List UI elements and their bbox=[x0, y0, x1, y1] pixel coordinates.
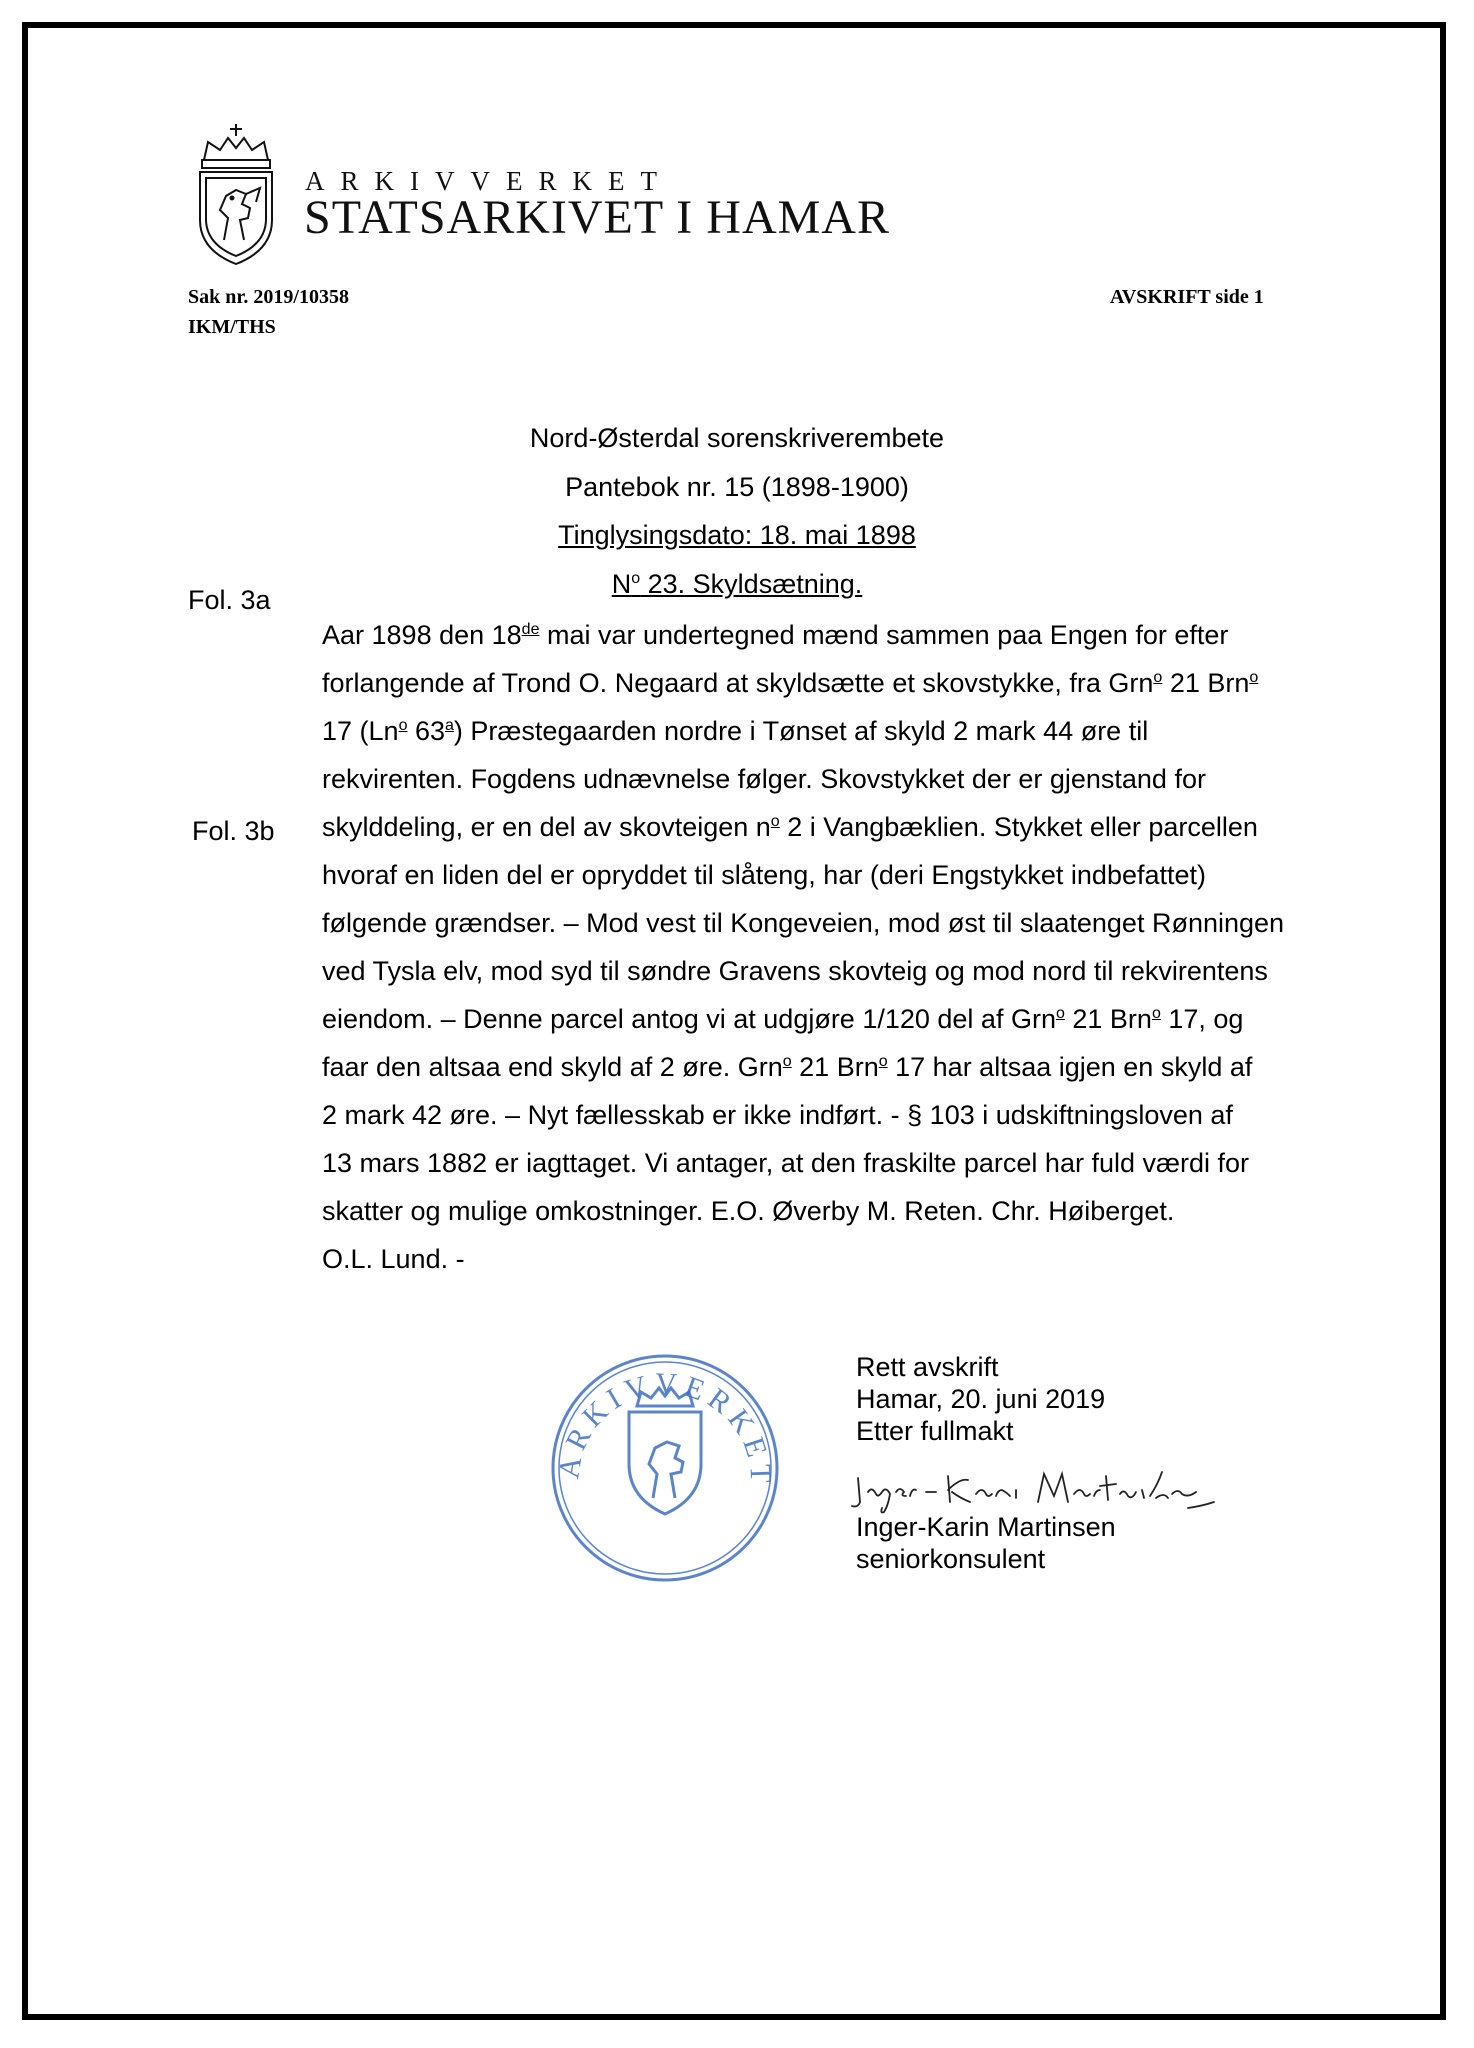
text-line: O.L. Lund. - bbox=[322, 1244, 465, 1274]
text-line: forlangende af Trond O. Negaard at skyldsætte et skovstykke, fra Grn$^o$ 21 Brn$^o$ bbox=[322, 668, 1259, 698]
signatory-title: seniorkonsulent bbox=[856, 1544, 1046, 1574]
text-line: 2 mark 42 øre. – Nyt fællesskab er ikke indført. - § 103 i udskiftningsloven af bbox=[322, 1100, 1233, 1130]
case-initials: IKM/THS bbox=[188, 316, 276, 338]
court-name: Nord-Østerdal sorenskriverembete bbox=[529, 423, 945, 453]
official-seal-stamp bbox=[545, 1348, 785, 1588]
registration-date: Tinglysingsdato: 18. mai 1898 bbox=[558, 520, 916, 550]
seal-inscription: ARKIVVERKET bbox=[552, 1367, 778, 1490]
text-line: skatter og mulige omkostninger. E.O. Øverby M. Reten. Chr. Høiberget. bbox=[322, 1196, 1175, 1226]
text-line: følgende grændser. – Mod vest til Kongeveien, mod øst til slaatenget Rønningen bbox=[322, 908, 1285, 938]
handwritten-signature bbox=[848, 1462, 1218, 1518]
folio-3b: Fol. 3b bbox=[192, 816, 275, 846]
text-line: faar den altsaa end skyld af 2 øre. Grn$^o$ 21 Brn$^o$ 17 har altsaa igjen en skyld af bbox=[322, 1052, 1253, 1082]
org-superscript: ARKIVVERKET bbox=[305, 166, 673, 196]
case-number: Sak nr. 2019/10358 bbox=[188, 286, 349, 308]
place-date: Hamar, 20. juni 2019 bbox=[856, 1384, 1106, 1414]
text-line: skylddeling, er en del av skovteigen $n^o$ 2 i Vangbæklien. Stykket eller parcellen bbox=[322, 812, 1258, 842]
certification-text: Rett avskrift bbox=[856, 1352, 999, 1382]
text-line: eiendom. – Denne parcel antog vi at udgjøre 1/120 del af Grn$^o$ 21 Brn$^o$ 17, og bbox=[322, 1004, 1244, 1034]
page-label: AVSKRIFT side 1 bbox=[1110, 286, 1264, 308]
text-line: 17 (Ln$^o$ 63$^a$) Præstegaarden nordre i Tønset af skyld 2 mark 44 øre til bbox=[322, 716, 1149, 746]
text-line: hvoraf en liden del er opryddet til slåteng, har (deri Engstykket indbefattet) bbox=[322, 860, 1206, 890]
signatory-name: Inger-Karin Martinsen bbox=[856, 1512, 1116, 1542]
register-title: Pantebok nr. 15 (1898-1900) bbox=[565, 472, 909, 502]
authorization-text: Etter fullmakt bbox=[856, 1416, 1014, 1446]
text-line: Aar 1898 den 18de mai var undertegned mænd sammen paa Engen for efter bbox=[322, 620, 1229, 650]
text-line: 13 mars 1882 er iagttaget. Vi antager, at den fraskilte parcel har fuld værdi for bbox=[322, 1148, 1250, 1178]
folio-3a: Fol. 3a bbox=[188, 585, 271, 615]
text-line: ved Tysla elv, mod syd til søndre Gravens skovteig og mod nord til rekvirentens bbox=[322, 956, 1268, 986]
coat-of-arms-icon bbox=[190, 122, 282, 268]
svg-text:ARKIVVERKET bbox=[552, 1367, 777, 1489]
org-name: STATSARKIVET I HAMAR bbox=[304, 191, 890, 244]
text-line: rekvirenten. Fogdens udnævnelse følger. Skovstykket der er gjenstand for bbox=[322, 764, 1206, 794]
entry-heading: $N^o$ 23. Skyldsætning. bbox=[611, 569, 863, 599]
